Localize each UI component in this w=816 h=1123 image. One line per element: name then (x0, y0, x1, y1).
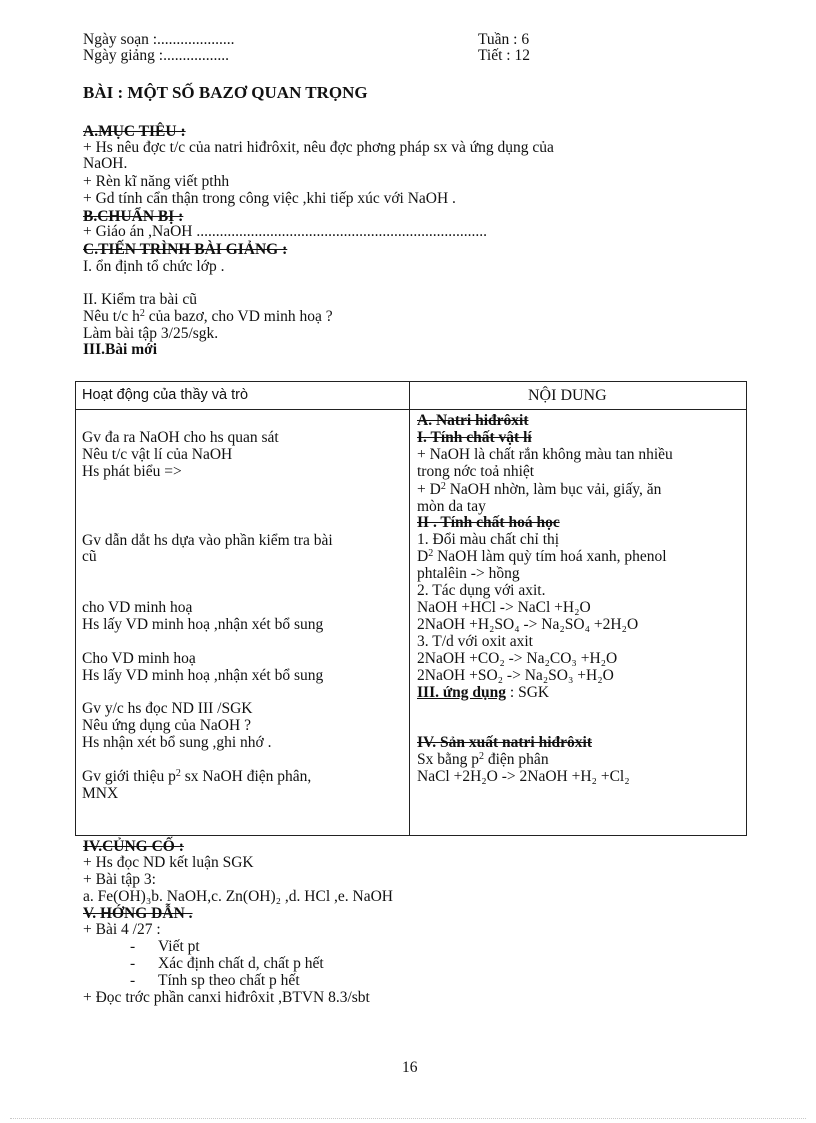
list-item: - Tính sp theo chất p hết (130, 972, 300, 989)
activity-line: MNX (82, 785, 119, 802)
heading-muc-tieu: A.MỤC TIÊU : (83, 123, 186, 140)
equation: 2NaOH +H₂SO₄ -> Na₂SO₄ +2H₂O (417, 616, 639, 633)
activity-line: cho VD minh hoạ (82, 599, 193, 616)
heading-cung-co: IV.CỦNG CỐ : (83, 838, 184, 855)
huong-dan-line: + Bài 4 /27 : (83, 921, 161, 938)
cung-co-line: + Hs đọc ND kết luận SGK (83, 854, 254, 871)
activity-line: Nêu ứng dụng của NaOH ? (82, 717, 251, 734)
content-line: + $D^2$ NaOH nhờn, làm bục vải, giấy, ăn (417, 481, 662, 498)
content-heading: IV. Sản xuất natri hiđrôxit (417, 734, 592, 751)
content-line: trong nớc toả nhiệt (417, 463, 535, 480)
lesson-title: BÀI : MỘT SỐ BAZƠ QUAN TRỌNG (83, 83, 368, 102)
content-heading: II . Tính chất hoá học (417, 514, 560, 531)
activity-line: Hs lấy VD minh hoạ ,nhận xét bổ sung (82, 667, 324, 684)
heading-tien-trinh: C.TIẾN TRÌNH BÀI GIẢNG : (83, 241, 288, 258)
table-header-activity: Hoạt động của thầy và trò (82, 387, 249, 403)
list-item: - Viết pt (130, 938, 200, 955)
activity-line: Hs phát biểu => (82, 463, 182, 480)
ngay-giang: Ngày giảng :................. (83, 47, 229, 64)
equation: NaOH +HCl -> NaCl +H₂O (417, 599, 591, 616)
equation: NaCl +2H₂O -> 2NaOH +H₂ +Cl₂ (417, 768, 630, 785)
activity-line: Gv dẫn dắt hs dựa vào phần kiểm tra bài (82, 532, 333, 549)
heading-bai-moi: III.Bài mới (83, 341, 158, 358)
tien-trinh-line: II. Kiểm tra bài cũ (83, 291, 198, 308)
cung-co-line: + Bài tập 3: (83, 871, 156, 888)
muc-tieu-line: + Gd tính cẩn thận trong công việc ,khi tiếp xúc với NaOH . (83, 190, 456, 207)
muc-tieu-line: NaOH. (83, 155, 128, 172)
activity-line: Cho VD minh hoạ (82, 650, 196, 667)
content-line: phtalêin -> hồng (417, 565, 520, 582)
tiet: Tiết : 12 (478, 47, 530, 64)
tuan: Tuần : 6 (478, 31, 530, 48)
list-item: - Xác định chất d, chất p hết (130, 955, 324, 972)
content-heading: I. Tính chất vật lí (417, 429, 532, 446)
content-line: III. ứng dụng : SGK (417, 684, 550, 701)
footer-dotted-rule (10, 1118, 806, 1119)
huong-dan-line: + Đọc trớc phần canxi hiđrôxit ,BTVN 8.3/sbt (83, 989, 370, 1006)
cung-co-line: a. Fe(OH)₃b. NaOH,c. Zn(OH)₂ ,d. HCl ,e. NaOH (83, 888, 393, 905)
heading-huong-dan: V. HỚNG DẪN . (83, 905, 193, 922)
tien-trinh-line: I. ổn định tổ chức lớp . (83, 258, 225, 275)
tien-trinh-line: Nêu t/c $h^2$ của bazơ, cho VD minh hoạ ? (83, 308, 333, 325)
activity-line: Gv đa ra NaOH cho hs quan sát (82, 429, 279, 446)
table-header-content: NỘI DUNG (528, 387, 607, 404)
muc-tieu-line: + Hs nêu đợc t/c của natri hiđrôxit, nêu đợc phơng pháp sx và ứng dụng của (83, 139, 554, 156)
muc-tieu-line: + Rèn kĩ năng viết pthh (83, 173, 230, 190)
content-line: + NaOH là chất rắn không màu tan nhiều (417, 446, 673, 463)
ngay-soan: Ngày soạn :.................... (83, 31, 235, 48)
content-line: 2. Tác dụng với axit. (417, 582, 546, 599)
activity-line: Gv y/c hs đọc ND III /SGK (82, 700, 253, 717)
activity-line: Gv giới thiệu $p^2$ sx NaOH điện phân, (82, 768, 312, 785)
page-number: 16 (402, 1059, 418, 1076)
content-line: mòn da tay (417, 498, 486, 515)
tien-trinh-line: Làm bài tập 3/25/sgk. (83, 325, 219, 342)
chuan-bi-line: + Giáo án ,NaOH ........................................................................... (83, 223, 487, 240)
equation: 2NaOH +CO₂ -> Na₂CO₃ +H₂O (417, 650, 618, 667)
content-line: $D^2$ NaOH làm quỳ tím hoá xanh, phenol (417, 548, 667, 565)
activity-line: Nêu t/c vật lí của NaOH (82, 446, 233, 463)
equation: 2NaOH +SO₂ -> Na₂SO₃ +H₂O (417, 667, 614, 684)
activity-line: Hs lấy VD minh hoạ ,nhận xét bổ sung (82, 616, 324, 633)
table-column-divider (409, 381, 410, 835)
activity-line: Hs nhận xét bổ sung ,ghi nhớ . (82, 734, 272, 751)
content-line: 1. Đổi màu chất chỉ thị (417, 531, 560, 548)
content-heading: A. Natri hiđrôxit (417, 412, 529, 429)
heading-chuan-bi: B.CHUẨN BỊ : (83, 208, 184, 225)
table-header-divider (75, 409, 746, 410)
content-line: Sx bằng $p^2$ điện phân (417, 751, 549, 768)
content-line: 3. T/d với oxit axit (417, 633, 533, 650)
activity-line: cũ (82, 548, 97, 565)
